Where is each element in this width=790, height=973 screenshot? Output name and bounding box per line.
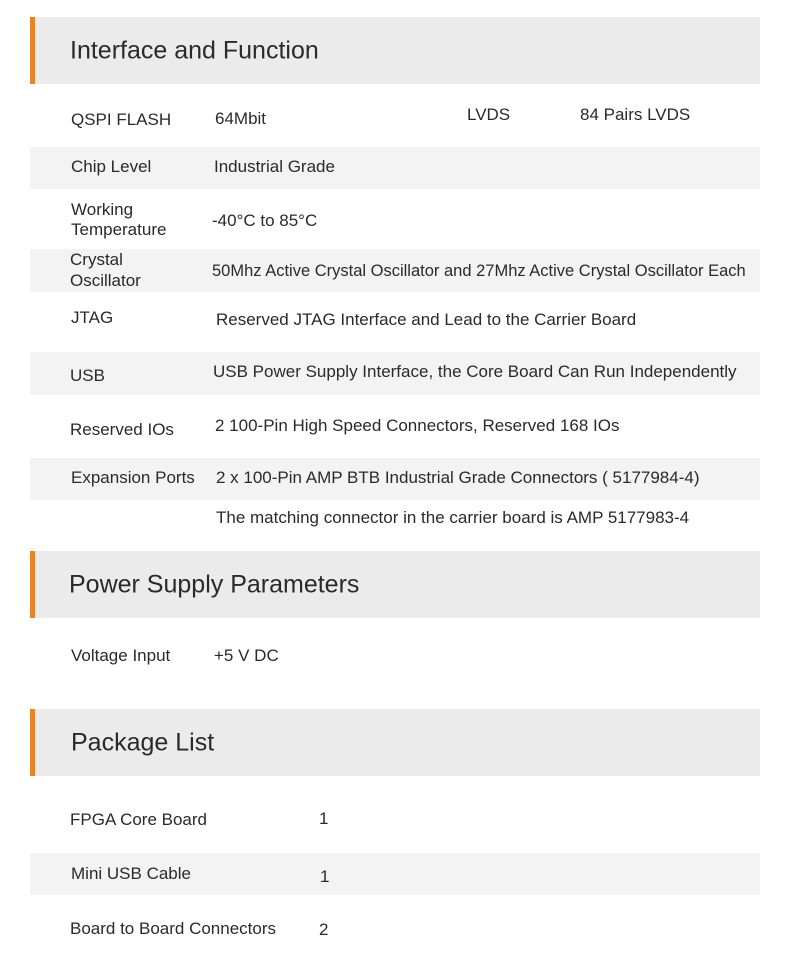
section-accent-bar	[30, 17, 35, 84]
row-label: Mini USB Cable	[71, 864, 191, 883]
row-label-line: Working	[71, 200, 134, 219]
section-title: Power Supply Parameters	[69, 570, 360, 598]
section-accent-bar	[30, 709, 35, 776]
row-label-line: Crystal	[70, 250, 123, 269]
section-title: Package List	[71, 728, 215, 756]
row-value: Reserved JTAG Interface and Lead to the Carrier Board	[216, 310, 637, 329]
row-label	[71, 200, 166, 240]
row-label: LVDS	[467, 105, 511, 124]
row-label: QSPI FLASH	[71, 110, 172, 129]
row-value: +5 V DC	[214, 646, 279, 665]
row-label-line: Temperature	[71, 220, 167, 239]
row-label: Expansion Ports	[71, 468, 195, 487]
row-value: 64Mbit	[215, 109, 267, 128]
row-label: USB	[70, 366, 105, 385]
row-label-line: Oscillator	[70, 271, 141, 290]
row-label: Chip Level	[71, 157, 152, 176]
row-value: 2 x 100-Pin AMP BTB Industrial Grade Connectors ( 5177984-4)	[216, 468, 700, 487]
row-label: Board to Board Connectors	[70, 919, 277, 938]
row-value: 1	[320, 867, 330, 886]
row-value: 1	[319, 809, 329, 828]
row-value: 2 100-Pin High Speed Connectors, Reserved 168 IOs	[215, 416, 620, 435]
row-value: 50Mhz Active Crystal Oscillator and 27Mhz Active Crystal Oscillator Each	[212, 262, 746, 280]
row-label: JTAG	[71, 308, 114, 327]
row-label: Reserved IOs	[70, 420, 174, 439]
section-header-interface	[30, 17, 760, 84]
row-value: 2	[319, 920, 329, 939]
section-header-power	[30, 551, 760, 618]
row-value: The matching connector in the carrier board is AMP 5177983-4	[216, 508, 690, 527]
row-label: FPGA Core Board	[70, 810, 208, 829]
row-label	[70, 249, 141, 291]
row-value: -40°C to 85°C	[212, 211, 318, 230]
section-header-package	[30, 709, 760, 776]
row-value: Industrial Grade	[214, 157, 335, 176]
row-value: 84 Pairs LVDS	[580, 105, 691, 124]
section-accent-bar	[30, 551, 35, 618]
row-label: Voltage Input	[71, 646, 171, 665]
section-title: Interface and Function	[70, 36, 319, 64]
row-value: USB Power Supply Interface, the Core Board Can Run Independently	[213, 362, 737, 381]
